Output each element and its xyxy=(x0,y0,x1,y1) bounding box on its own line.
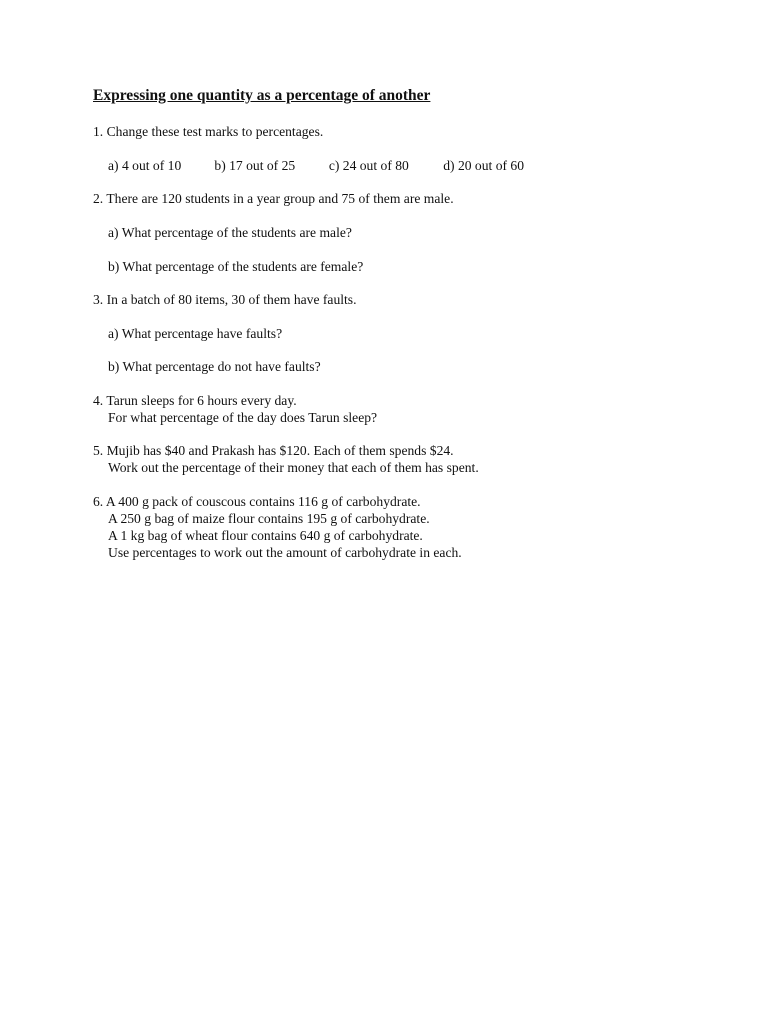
question-1-parts xyxy=(108,157,524,174)
question-1-part-d: d) 20 out of 60 xyxy=(443,158,525,173)
question-4-line-1: 4. Tarun sleeps for 6 hours every day. xyxy=(93,393,297,408)
question-4-line-2: For what percentage of the day does Tarun sleep? xyxy=(108,410,378,425)
question-1-part-c: c) 24 out of 80 xyxy=(328,158,409,173)
question-2-text: 2. There are 120 students in a year group and 75 of them are male. xyxy=(93,191,454,206)
question-3-text: 3. In a batch of 80 items, 30 of them have faults. xyxy=(93,292,357,307)
question-1-part-a: a) 4 out of 10 xyxy=(108,158,182,173)
question-1-text: 1. Change these test marks to percentages. xyxy=(93,124,324,139)
question-6-line-2: A 250 g bag of maize flour contains 195 g of carbohydrate. xyxy=(108,511,430,526)
question-5-line-2: Work out the percentage of their money that each of them has spent. xyxy=(108,460,479,475)
question-3-part-b: b) What percentage do not have faults? xyxy=(108,359,321,374)
question-2-part-b: b) What percentage of the students are female? xyxy=(108,259,364,274)
question-5-line-1: 5. Mujib has $40 and Prakash has $120. Each of them spends $24. xyxy=(93,443,454,458)
worksheet-title: Expressing one quantity as a percentage of another xyxy=(93,87,431,104)
question-1-part-b: b) 17 out of 25 xyxy=(214,158,296,173)
question-6-line-1: 6. A 400 g pack of couscous contains 116 g of carbohydrate. xyxy=(93,494,421,509)
question-6-line-4: Use percentages to work out the amount of carbohydrate in each. xyxy=(108,545,462,560)
question-3-part-a: a) What percentage have faults? xyxy=(108,326,283,341)
question-2-part-a: a) What percentage of the students are male? xyxy=(108,225,352,240)
question-6-line-3: A 1 kg bag of wheat flour contains 640 g of carbohydrate. xyxy=(108,528,423,543)
